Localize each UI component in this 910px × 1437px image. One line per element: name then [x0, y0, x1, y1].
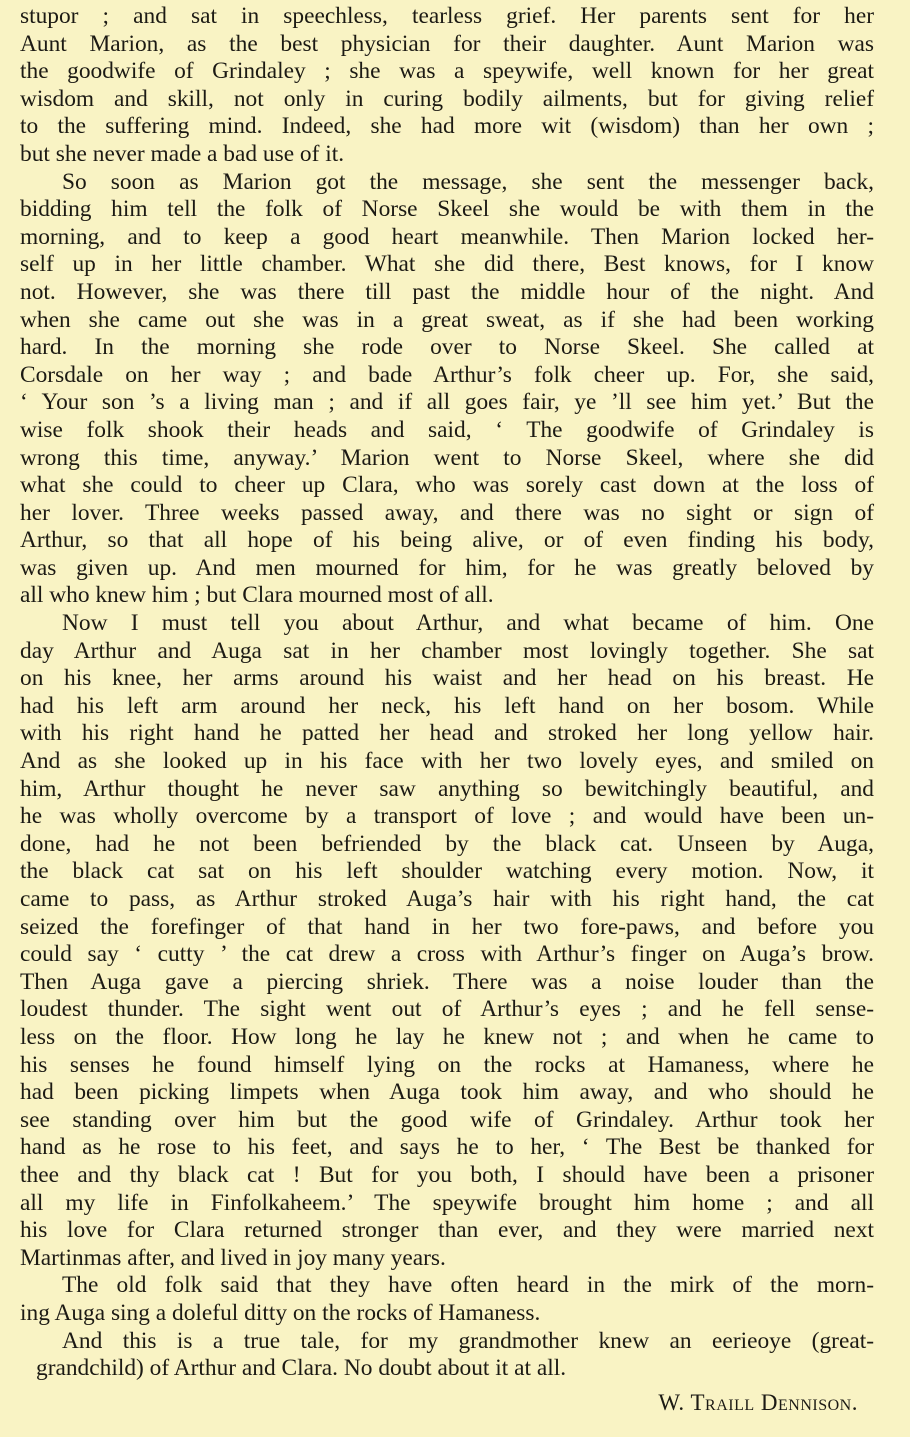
- text-line: stupor ; and sat in speechless, tearless grief. Her parents sent for her: [20, 3, 874, 29]
- text-line: his love for Clara returned stronger than ever, and they were married next: [20, 1217, 874, 1244]
- text-line: came to pass, as Arthur stroked Auga’s hair with his right hand, the cat: [20, 886, 874, 912]
- text-line: So soon as Marion got the message, she sent the messenger back,: [62, 168, 874, 195]
- text-line: wrong this time, anyway.’ Marion went to Norse Skeel, where she did: [20, 444, 874, 471]
- text-line: Martinmas after, and lived in joy many years.: [20, 1244, 446, 1271]
- story-text: [20, 3, 874, 1383]
- text-line: hard. In the morning she rode over to Norse Skeel. She called at: [20, 334, 874, 361]
- text-line: with his right hand he patted her head and stroked her long yellow hair.: [20, 720, 874, 747]
- text-line: loudest thunder. The sight went out of Arthur’s eyes ; and he fell sense-: [20, 996, 874, 1023]
- text-line: seized the forefinger of that hand in her two fore-paws, and before you: [20, 913, 874, 940]
- paragraph: [20, 3, 874, 169]
- text-line: self up in her little chamber. What she did there, Best knows, for I know: [20, 251, 874, 278]
- text-line: was given up. And men mourned for him, for he was greatly beloved by: [20, 554, 874, 581]
- text-line: what she could to cheer up Clara, who was sorely cast down at the loss of: [20, 472, 874, 499]
- text-line: his senses he found himself lying on the rocks at Hamaness, where he: [20, 1051, 874, 1078]
- text-line: morning, and to keep a good heart meanwhile. Then Marion locked her-: [20, 223, 874, 250]
- text-line: had his left arm around her neck, his left hand on her bosom. While: [20, 692, 874, 719]
- text-line: The old folk said that they have often heard in the mirk of the morn-: [62, 1272, 874, 1299]
- paragraph: [20, 610, 874, 1272]
- text-line: ing Auga sing a doleful ditty on the rocks of Hamaness.: [20, 1299, 541, 1326]
- text-line: less on the floor. How long he lay he knew not ; and when he came to: [20, 1023, 874, 1050]
- text-line: not. However, she was there till past the middle hour of the night. And: [20, 278, 874, 305]
- text-line: on his knee, her arms around his waist and her head on his breast. He: [20, 665, 874, 692]
- text-line: And as she looked up in his face with her two lovely eyes, and smiled on: [20, 748, 874, 775]
- text-line: when she came out she was in a great sweat, as if she had been working: [20, 306, 874, 333]
- text-line: ‘ Your son ’s a living man ; and if all goes fair, ye ’ll see him yet.’ But the: [20, 389, 874, 416]
- text-line: hand as he rose to his feet, and says he to her, ‘ The Best be thanked for: [20, 1134, 874, 1161]
- text-line: Aunt Marion, as the best physician for their daughter. Aunt Marion was: [20, 30, 874, 57]
- text-line: he was wholly overcome by a transport of love ; and would have been un-: [20, 803, 874, 830]
- paragraph: [20, 1272, 874, 1327]
- text-line: see standing over him but the good wife of Grindaley. Arthur took her: [20, 1106, 874, 1133]
- text-line: but she never made a bad use of it.: [20, 140, 345, 167]
- text-line: wise folk shook their heads and said, ‘ The goodwife of Grindaley is: [20, 416, 874, 443]
- text-line: Arthur, so that all hope of his being alive, or of even finding his body,: [20, 527, 874, 554]
- text-line: could say ‘ cutty ’ the cat drew a cross with Arthur’s finger on Auga’s brow.: [20, 941, 874, 968]
- text-line: done, had he not been befriended by the black cat. Unseen by Auga,: [20, 830, 874, 857]
- text-line: Corsdale on her way ; and bade Arthur’s folk cheer up. For, she said,: [20, 361, 874, 388]
- paragraph: [20, 1328, 874, 1383]
- text-line: day Arthur and Auga sat in her chamber most lovingly together. She sat: [20, 637, 874, 664]
- text-line: her lover. Three weeks passed away, and there was no sight or sign of: [20, 499, 874, 526]
- text-line: wisdom and skill, not only in curing bodily ailments, but for giving relief: [20, 85, 874, 112]
- text-line: all my life in Finfolkaheem.’ The speywife brought him home ; and all: [20, 1189, 874, 1216]
- author-signature: W. Traill Dennison.: [658, 1389, 858, 1415]
- text-line: had been picking limpets when Auga took him away, and who should he: [20, 1079, 874, 1106]
- text-line: Then Auga gave a piercing shriek. There was a noise louder than the: [20, 968, 874, 995]
- text-line: bidding him tell the folk of Norse Skeel she would be with them in the: [20, 196, 874, 223]
- text-line: Now I must tell you about Arthur, and what became of him. One: [62, 610, 874, 637]
- text-line: the black cat sat on his left shoulder watching every motion. Now, it: [20, 858, 874, 885]
- text-line: thee and thy black cat ! But for you both, I should have been a prisoner: [20, 1161, 874, 1188]
- text-line: all who knew him ; but Clara mourned most of all.: [20, 582, 494, 609]
- text-line: him, Arthur thought he never saw anything so bewitchingly beautiful, and: [20, 775, 874, 802]
- text-line: the goodwife of Grindaley ; she was a speywife, well known for her great: [20, 58, 874, 85]
- paragraph: [20, 169, 874, 611]
- text-line: grandchild) of Arthur and Clara. No doubt about it at all.: [36, 1355, 567, 1382]
- text-line: And this is a true tale, for my grandmother knew an eerieoye (great-: [62, 1327, 874, 1354]
- text-line: to the suffering mind. Indeed, she had more wit (wisdom) than her own ;: [20, 113, 874, 140]
